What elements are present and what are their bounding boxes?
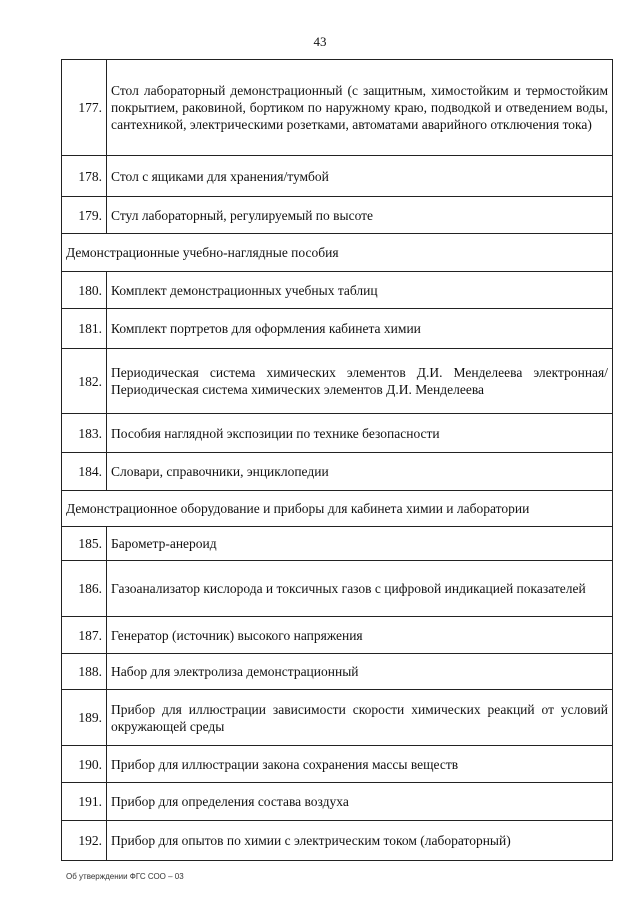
page-number: 43 xyxy=(313,34,327,49)
row-text: Набор для электролиза демонстрационный xyxy=(107,654,613,690)
table-row xyxy=(62,821,613,861)
row-text: Прибор для опытов по химии с электрическим током (лабораторный) xyxy=(107,821,613,861)
equipment-table xyxy=(61,59,613,861)
section-heading: Демонстрационное оборудование и приборы для кабинета химии и лаборатории xyxy=(62,491,613,527)
row-text: Комплект демонстрационных учебных таблиц xyxy=(107,272,613,309)
section-row xyxy=(62,491,613,527)
table-row xyxy=(62,690,613,746)
row-number: 183. xyxy=(62,414,107,453)
row-number: 189. xyxy=(62,690,107,746)
row-number: 182. xyxy=(62,349,107,414)
table-row xyxy=(62,414,613,453)
row-text: Генератор (источник) высокого напряжения xyxy=(107,617,613,654)
row-number: 191. xyxy=(62,783,107,821)
table-row xyxy=(62,156,613,197)
row-text: Стол с ящиками для хранения/тумбой xyxy=(107,156,613,197)
row-number: 190. xyxy=(62,746,107,783)
row-text: Прибор для иллюстрации закона сохранения массы веществ xyxy=(107,746,613,783)
table-row xyxy=(62,617,613,654)
table-row xyxy=(62,197,613,234)
row-text: Словари, справочники, энциклопедии xyxy=(107,453,613,491)
row-text: Комплект портретов для оформления кабинета химии xyxy=(107,309,613,349)
row-number: 187. xyxy=(62,617,107,654)
row-text: Прибор для определения состава воздуха xyxy=(107,783,613,821)
row-number: 178. xyxy=(62,156,107,197)
row-text: Стул лабораторный, регулируемый по высоте xyxy=(107,197,613,234)
table-row xyxy=(62,272,613,309)
row-text: Барометр-анероид xyxy=(107,527,613,561)
row-number: 181. xyxy=(62,309,107,349)
row-text: Прибор для иллюстрации зависимости скорости химических реакций от условий окружающей среды xyxy=(107,690,613,746)
row-number: 185. xyxy=(62,527,107,561)
row-number: 179. xyxy=(62,197,107,234)
table-row xyxy=(62,654,613,690)
row-text: Пособия наглядной экспозиции по технике безопасности xyxy=(107,414,613,453)
table-row xyxy=(62,453,613,491)
row-text: Стол лабораторный демонстрационный (с защитным, химостойким и термостойким покрытием, раковиной, бортиком по наружному краю, подводкой и отведением воды, сантехникой, электрическими розетками, автоматами аварийного отключения тока) xyxy=(107,60,613,156)
table-row xyxy=(62,60,613,156)
section-heading: Демонстрационные учебно-наглядные пособия xyxy=(62,234,613,272)
row-number: 177. xyxy=(62,60,107,156)
row-text: Периодическая система химических элементов Д.И. Менделеева электронная/Периодическая система химических элементов Д.И. Менделеева xyxy=(107,349,613,414)
table-row xyxy=(62,746,613,783)
table-row xyxy=(62,527,613,561)
row-number: 180. xyxy=(62,272,107,309)
row-number: 186. xyxy=(62,561,107,617)
table-row xyxy=(62,349,613,414)
table-row xyxy=(62,561,613,617)
table-row xyxy=(62,309,613,349)
row-number: 188. xyxy=(62,654,107,690)
row-number: 192. xyxy=(62,821,107,861)
table-row xyxy=(62,783,613,821)
row-number: 184. xyxy=(62,453,107,491)
footer-note: Об утверждении ФГС СОО – 03 xyxy=(66,872,184,881)
row-text: Газоанализатор кислорода и токсичных газов с цифровой индикацией показателей xyxy=(107,561,613,617)
section-row xyxy=(62,234,613,272)
